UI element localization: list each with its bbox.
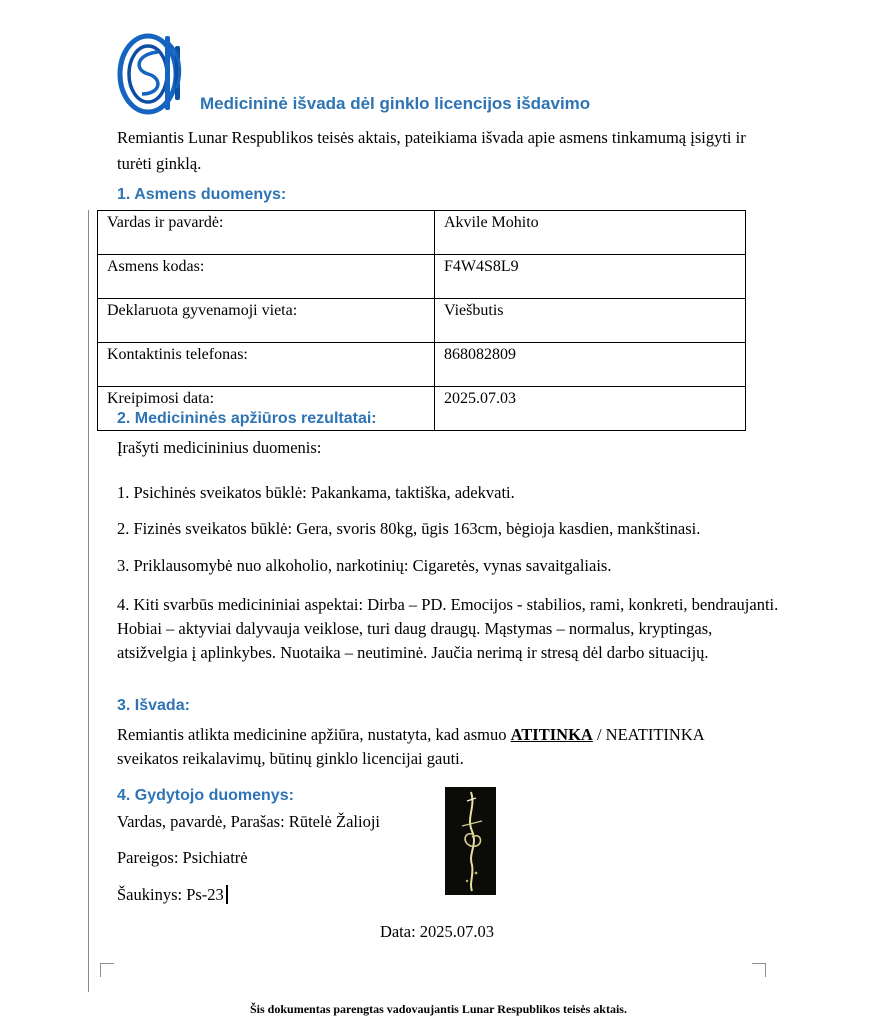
doctor-signature-image	[445, 787, 496, 895]
table-row	[98, 211, 746, 255]
row-value: Viešbutis	[435, 299, 746, 343]
row-label: Asmens kodas:	[98, 255, 435, 299]
conclusion-paragraph	[117, 723, 757, 771]
section-heading-doctor-data: 4. Gydytojo duomenys:	[117, 787, 294, 804]
table-row	[98, 299, 746, 343]
section-heading-exam-results: 2. Medicininės apžiūros rezultatai:	[117, 410, 377, 427]
row-label: Kreipimosi data:	[98, 387, 435, 431]
conclusion-text-before: Remiantis atlikta medicinine apžiūra, nustatyta, kad asmuo	[117, 725, 511, 744]
intro-paragraph: Remiantis Lunar Respublikos teisės aktais, pateikiama išvada apie asmens tinkamumą įsigyti ir turėti ginklą.	[117, 128, 746, 173]
document-date-line: Data: 2025.07.03	[379, 922, 495, 941]
row-value: 868082809	[435, 343, 746, 387]
doctor-position-line: Pareigos: Psichiatrė	[117, 848, 248, 867]
text-cursor	[226, 885, 228, 904]
row-value: F4W4S8L9	[435, 255, 746, 299]
exam-intro: Įrašyti medicininius duomenis:	[117, 438, 322, 457]
row-value: Akvile Mohito	[435, 211, 746, 255]
row-label: Vardas ir pavardė:	[98, 211, 435, 255]
row-value: 2025.07.03	[435, 387, 746, 431]
section-heading-personal-data: 1. Asmens duomenys:	[117, 186, 287, 203]
doctor-callsign-line[interactable]	[117, 883, 228, 907]
conclusion-text-after: sveikatos reikalavimų, būtinų ginklo licencijai gauti.	[117, 749, 464, 768]
page-corner-mark-right	[752, 963, 766, 977]
page-title: Medicininė išvada dėl ginklo licencijos išdavimo	[200, 94, 591, 113]
conclusion-separator: /	[592, 725, 606, 744]
doctor-callsign-text: Šaukinys: Ps-23	[117, 885, 224, 904]
exam-item-addictions: 3. Priklausomybė nuo alkoholio, narkotinių: Cigaretės, vynas savaitgaliais.	[117, 556, 612, 575]
page-corner-mark-left	[100, 963, 114, 977]
footer-note: Šis dokumentas parengtas vadovaujantis Lunar Respublikos teisės aktais.	[250, 1002, 627, 1016]
page-edge-line	[88, 210, 89, 992]
section-heading-conclusion: 3. Išvada:	[117, 697, 190, 714]
table-row	[98, 343, 746, 387]
row-label: Deklaruota gyvenamoji vieta:	[98, 299, 435, 343]
conclusion-option-no-match: NEATITINKA	[605, 725, 704, 744]
exam-item-other: 4. Kiti svarbūs medicininiai aspektai: Dirba – PD. Emocijos - stabilios, rami, konkreti, bendraujanti. Hobiai – aktyviai dalyvauja veiklose, turi daug draugų. Mąstymas – normalus, kryptingas, atsižvelgia į aplinkybes. Nuotaika – neutiminė. Jaučia nerimą ir stresą dėl darbo situacijų.	[117, 595, 779, 662]
row-label: Kontaktinis telefonas:	[98, 343, 435, 387]
exam-item-mental: 1. Psichinės sveikatos būklė: Pakankama, taktiška, adekvati.	[117, 483, 515, 502]
institution-logo-icon	[117, 32, 191, 116]
conclusion-option-match: ATITINKA	[510, 725, 593, 744]
doctor-name-line: Vardas, pavardė, Parašas: Rūtelė Žalioji	[117, 812, 380, 831]
personal-data-table	[97, 210, 746, 431]
exam-item-physical: 2. Fizinės sveikatos būklė: Gera, svoris 80kg, ūgis 163cm, bėgioja kasdien, mankštinasi.	[117, 519, 701, 538]
table-row	[98, 255, 746, 299]
